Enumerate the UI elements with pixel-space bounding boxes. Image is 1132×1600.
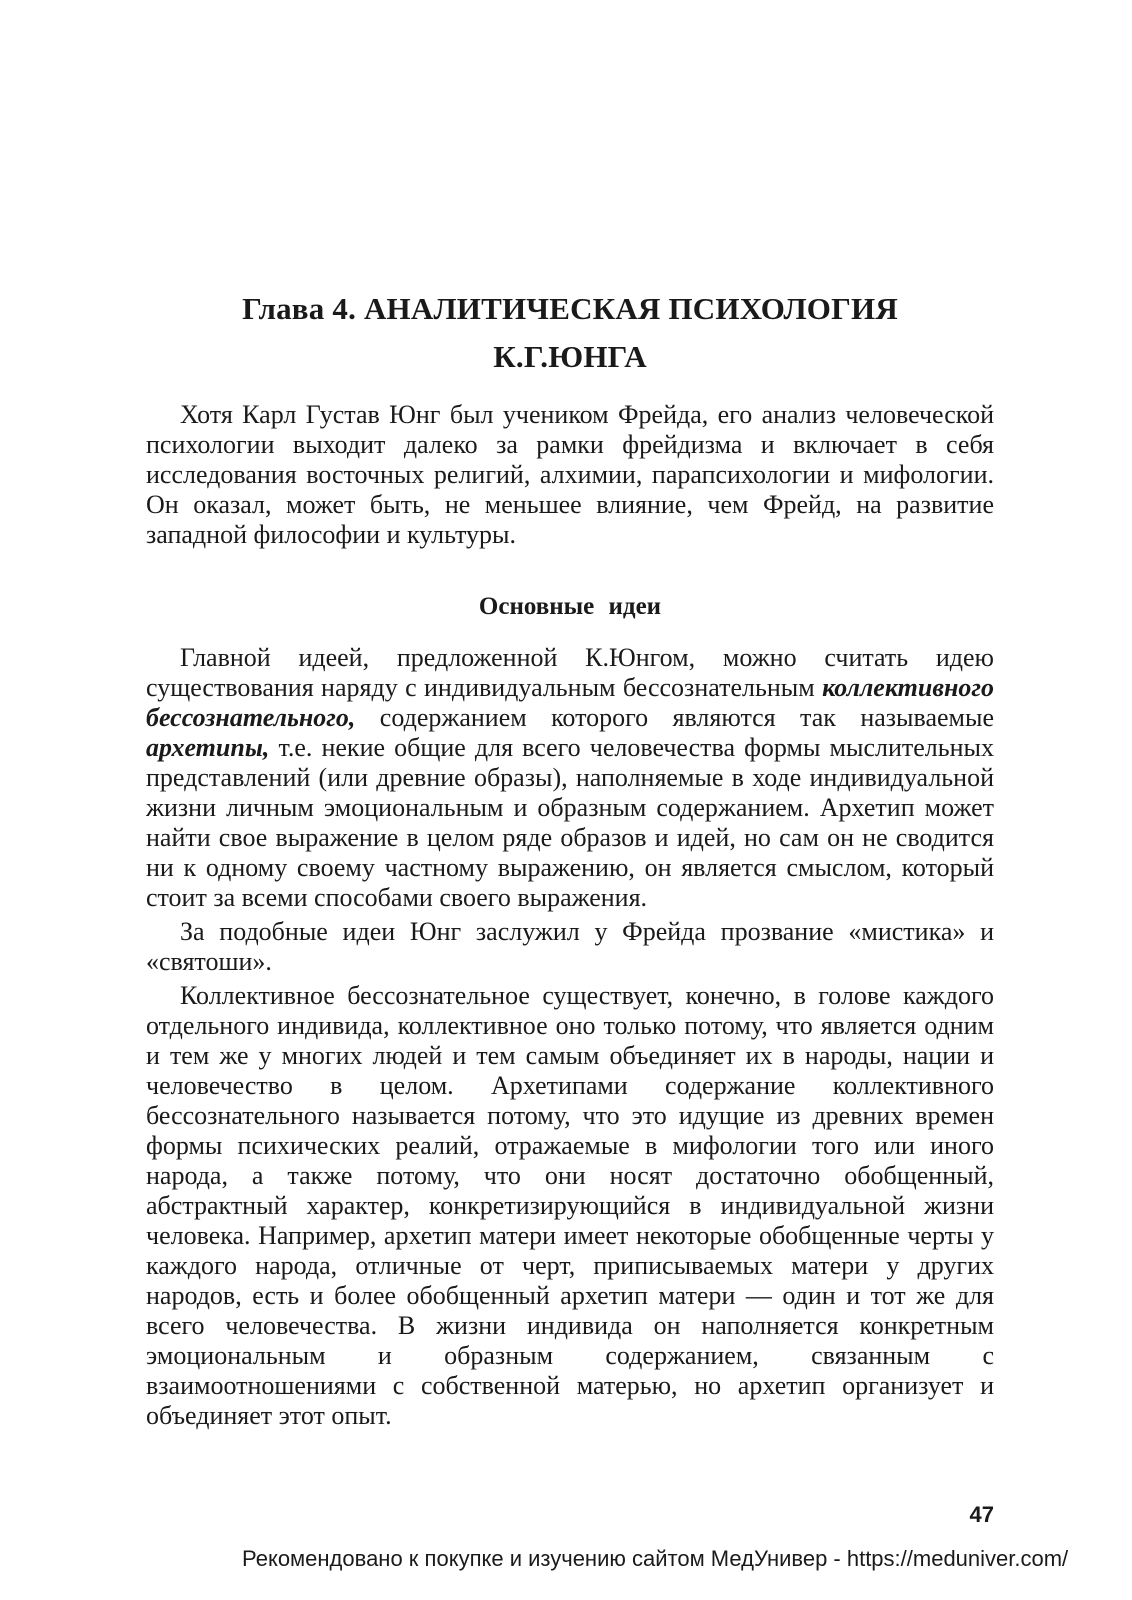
paragraph-text: т.е. некие общие для всего человечества формы мыслительных представлений (или древние образы), наполняемые в ходе индивидуальной жизни личным эмоциональным и образным содержанием. Архетип может найти свое выражение в целом ряде образов и идей, но сам он не сводится ни к одному своему частному выражению, он является смыслом, который стоит за всеми способами своего выражения.	[146, 733, 994, 912]
intro-paragraph: Хотя Карл Густав Юнг был учеником Фрейда, его анализ человеческой психологии выходит далеко за рамки фрейдизма и включает в себя исследования восточных религий, алхимии, парапсихологии и мифологии. Он оказал, может быть, не меньшее влияние, чем Фрейд, на развитие западной философии и культуры.	[146, 400, 994, 549]
page-number: 47	[969, 1502, 994, 1527]
term-archetypes: архетипы,	[146, 733, 270, 762]
paragraph-main-idea	[146, 643, 994, 913]
paragraph-nickname: За подобные идеи Юнг заслужил у Фрейда прозвание «мистика» и «святоши».	[146, 917, 994, 976]
paragraph-text: содержанием которого являются так называемые	[355, 703, 994, 732]
term-collective-unconscious: коллективного бессознательного,	[146, 673, 994, 732]
chapter-title-line-2: К.Г.ЮНГА	[493, 339, 647, 374]
footer-recommendation: Рекомендовано к покупке и изучению сайтом МедУнивер - https://meduniver.com/	[242, 1546, 1069, 1571]
section-body	[146, 643, 994, 1431]
chapter-title	[146, 285, 994, 381]
paragraph-text: Главной идеей, предложенной К.Юнгом, можно считать идею существования наряду с индивидуальным бессознательным	[146, 643, 994, 702]
section-heading: Основные идеи	[478, 593, 662, 620]
paragraph-collective-unconscious: Коллективное бессознательное существует, конечно, в голове каждого отдельного индивида, коллективное оно только потому, что является одним и тем же у многих людей и тем самым объединяет их в народы, нации и человечество в целом. Архетипами содержание коллективного бессознательного называется потому, что это идущие из древних времен формы психических реалий, отражаемые в мифологии того или иного народа, а также потому, что они носят достаточно обобщенный, абстрактный характер, конкретизирующийся в индивидуальной жизни человека. Например, архетип матери имеет некоторые обобщенные черты у каждого народа, отличные от черт, приписываемых матери у других народов, есть и более обобщенный архетип матери — один и тот же для всего человечества. В жизни индивида он наполняется конкретным эмоциональным и образным содержанием, связанным с взаимоотношениями с собственной матерью, но архетип организует и объединяет этот опыт.	[146, 981, 994, 1430]
intro-block	[146, 400, 994, 550]
chapter-title-line-1: Глава 4. АНАЛИТИЧЕСКАЯ ПСИХОЛОГИЯ	[242, 291, 898, 326]
book-page	[146, 0, 994, 1600]
